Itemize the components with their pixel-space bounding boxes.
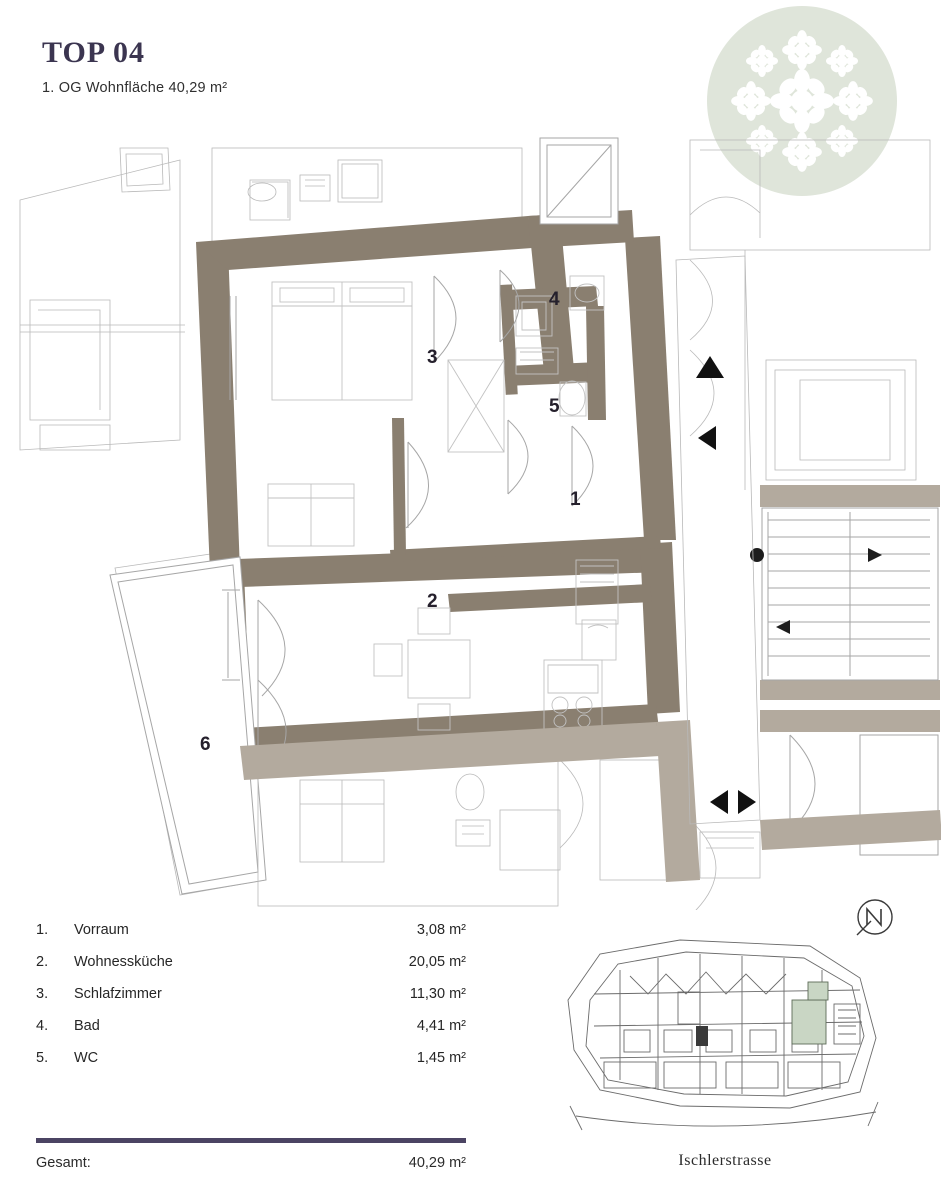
total-section bbox=[36, 1138, 466, 1171]
legend-row bbox=[36, 954, 466, 986]
room-number-2: 2 bbox=[427, 591, 438, 612]
room-number-4: 4 bbox=[549, 289, 560, 310]
legend-number: 5. bbox=[36, 1050, 49, 1066]
room-number-5: 5 bbox=[549, 396, 560, 417]
legend-row bbox=[36, 986, 466, 1018]
legend-room-area: 20,05 m² bbox=[408, 954, 466, 970]
legend-room-name: Vorraum bbox=[74, 922, 129, 938]
legend-number: 1. bbox=[36, 922, 49, 938]
total-label: Gesamt: bbox=[36, 1155, 91, 1171]
floor-plan-drawing bbox=[0, 120, 941, 910]
legend-row bbox=[36, 1018, 466, 1050]
legend-room-name: Bad bbox=[74, 1018, 100, 1034]
legend-room-area: 3,08 m² bbox=[416, 922, 466, 938]
legend-room-name: WC bbox=[74, 1050, 99, 1066]
legend-number: 3. bbox=[36, 986, 49, 1002]
legend-room-area: 11,30 m² bbox=[409, 986, 466, 1002]
total-divider bbox=[36, 1138, 466, 1143]
room-legend bbox=[36, 922, 466, 1082]
legend-number: 2. bbox=[36, 954, 49, 970]
key-plan-overview bbox=[560, 930, 890, 1145]
total-row bbox=[36, 1155, 466, 1171]
legend-room-name: Schlafzimmer bbox=[74, 986, 162, 1002]
room-number-1: 1 bbox=[570, 489, 581, 510]
page-subtitle: 1. OG Wohnfläche 40,29 m² bbox=[42, 80, 228, 96]
room-number-6: 6 bbox=[200, 734, 211, 755]
legend-row bbox=[36, 1050, 466, 1082]
room-number-3: 3 bbox=[427, 347, 438, 368]
total-value: 40,29 m² bbox=[408, 1155, 466, 1171]
legend-row bbox=[36, 922, 466, 954]
legend-room-area: 1,45 m² bbox=[416, 1050, 466, 1066]
street-label: Ischlerstrasse bbox=[678, 1152, 772, 1169]
legend-room-name: Wohnessküche bbox=[74, 954, 173, 970]
legend-number: 4. bbox=[36, 1018, 49, 1034]
page-title: TOP 04 bbox=[42, 36, 145, 69]
legend-room-area: 4,41 m² bbox=[416, 1018, 466, 1034]
page-header bbox=[42, 38, 227, 96]
